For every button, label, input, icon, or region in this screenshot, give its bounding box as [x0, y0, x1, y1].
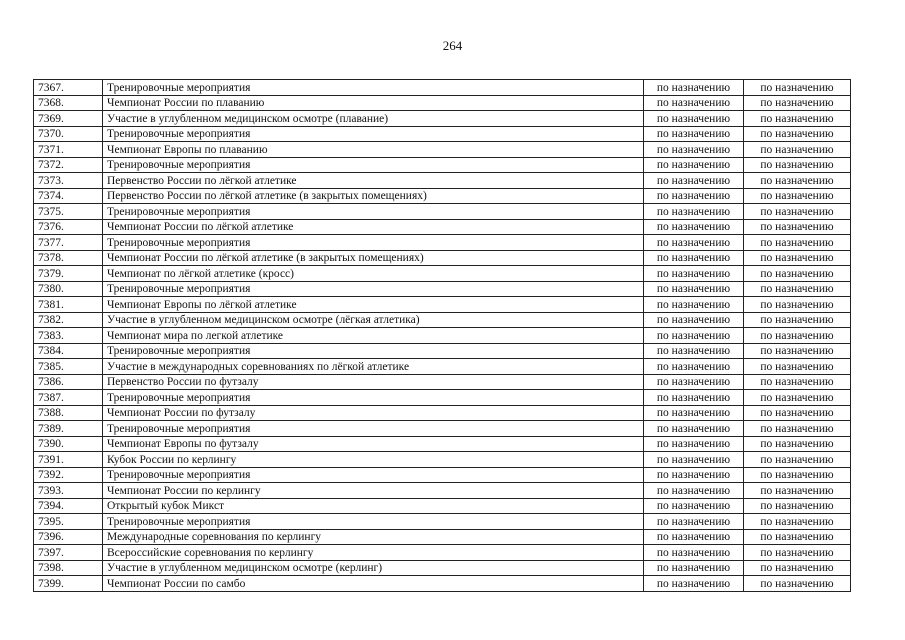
table-row [34, 95, 851, 111]
table-row [34, 157, 851, 173]
table-row [34, 126, 851, 142]
table-row [34, 483, 851, 499]
row-number-cell: 7399. [34, 576, 103, 592]
table-row [34, 235, 851, 251]
row-number-cell: 7378. [34, 250, 103, 266]
row-number-cell: 7395. [34, 514, 103, 530]
table-row [34, 312, 851, 328]
event-name-cell: Тренировочные мероприятия [103, 343, 644, 359]
row-number-cell: 7387. [34, 390, 103, 406]
assignment-cell-b: по назначению [744, 111, 851, 127]
table-row [34, 173, 851, 189]
row-number-cell: 7389. [34, 421, 103, 437]
event-name-cell: Участие в международных соревнованиях по лёгкой атлетике [103, 359, 644, 375]
event-name-cell: Чемпионат России по лёгкой атлетике [103, 219, 644, 235]
assignment-cell-b: по назначению [744, 204, 851, 220]
assignment-cell-b: по назначению [744, 545, 851, 561]
row-number-cell: 7391. [34, 452, 103, 468]
row-number-cell: 7385. [34, 359, 103, 375]
row-number-cell: 7377. [34, 235, 103, 251]
assignment-cell-b: по назначению [744, 514, 851, 530]
event-name-cell: Чемпионат Европы по футзалу [103, 436, 644, 452]
assignment-cell-b: по назначению [744, 359, 851, 375]
assignment-cell-a: по назначению [644, 545, 744, 561]
event-name-cell: Тренировочные мероприятия [103, 281, 644, 297]
table-row [34, 80, 851, 96]
assignment-cell-b: по назначению [744, 266, 851, 282]
event-name-cell: Первенство России по футзалу [103, 374, 644, 390]
row-number-cell: 7383. [34, 328, 103, 344]
assignment-cell-b: по назначению [744, 390, 851, 406]
assignment-cell-b: по назначению [744, 467, 851, 483]
table-row [34, 436, 851, 452]
row-number-cell: 7386. [34, 374, 103, 390]
event-name-cell: Тренировочные мероприятия [103, 235, 644, 251]
assignment-cell-a: по назначению [644, 514, 744, 530]
row-number-cell: 7393. [34, 483, 103, 499]
assignment-cell-b: по назначению [744, 312, 851, 328]
assignment-cell-a: по назначению [644, 359, 744, 375]
table-row [34, 359, 851, 375]
assignment-cell-b: по назначению [744, 498, 851, 514]
event-name-cell: Тренировочные мероприятия [103, 390, 644, 406]
assignment-cell-a: по назначению [644, 281, 744, 297]
assignment-cell-a: по назначению [644, 560, 744, 576]
assignment-cell-b: по назначению [744, 250, 851, 266]
row-number-cell: 7372. [34, 157, 103, 173]
event-name-cell: Тренировочные мероприятия [103, 514, 644, 530]
event-name-cell: Тренировочные мероприятия [103, 126, 644, 142]
event-name-cell: Чемпионат мира по легкой атлетике [103, 328, 644, 344]
assignment-cell-b: по назначению [744, 80, 851, 96]
assignment-cell-b: по назначению [744, 405, 851, 421]
assignment-cell-a: по назначению [644, 188, 744, 204]
table-row [34, 545, 851, 561]
table-row [34, 405, 851, 421]
row-number-cell: 7394. [34, 498, 103, 514]
table-row [34, 452, 851, 468]
event-name-cell: Участие в углубленном медицинском осмотре (керлинг) [103, 560, 644, 576]
assignment-cell-b: по назначению [744, 188, 851, 204]
event-name-cell: Чемпионат России по плаванию [103, 95, 644, 111]
event-name-cell: Участие в углубленном медицинском осмотре (лёгкая атлетика) [103, 312, 644, 328]
assignment-cell-b: по назначению [744, 142, 851, 158]
assignment-cell-b: по назначению [744, 95, 851, 111]
assignment-cell-a: по назначению [644, 95, 744, 111]
table-row [34, 374, 851, 390]
event-name-cell: Всероссийские соревнования по керлингу [103, 545, 644, 561]
row-number-cell: 7371. [34, 142, 103, 158]
table-row [34, 250, 851, 266]
event-name-cell: Чемпионат Европы по лёгкой атлетике [103, 297, 644, 313]
assignment-cell-a: по назначению [644, 219, 744, 235]
row-number-cell: 7380. [34, 281, 103, 297]
events-table [33, 79, 851, 592]
assignment-cell-a: по назначению [644, 467, 744, 483]
row-number-cell: 7397. [34, 545, 103, 561]
assignment-cell-b: по назначению [744, 483, 851, 499]
assignment-cell-b: по назначению [744, 219, 851, 235]
assignment-cell-a: по назначению [644, 436, 744, 452]
event-name-cell: Чемпионат России по самбо [103, 576, 644, 592]
table-row [34, 204, 851, 220]
assignment-cell-b: по назначению [744, 452, 851, 468]
assignment-cell-a: по назначению [644, 343, 744, 359]
assignment-cell-a: по назначению [644, 204, 744, 220]
assignment-cell-a: по назначению [644, 111, 744, 127]
assignment-cell-b: по назначению [744, 157, 851, 173]
assignment-cell-a: по назначению [644, 328, 744, 344]
table-row [34, 560, 851, 576]
assignment-cell-a: по назначению [644, 312, 744, 328]
assignment-cell-a: по назначению [644, 452, 744, 468]
row-number-cell: 7384. [34, 343, 103, 359]
row-number-cell: 7396. [34, 529, 103, 545]
row-number-cell: 7381. [34, 297, 103, 313]
row-number-cell: 7375. [34, 204, 103, 220]
row-number-cell: 7382. [34, 312, 103, 328]
event-name-cell: Тренировочные мероприятия [103, 467, 644, 483]
row-number-cell: 7369. [34, 111, 103, 127]
table-row [34, 281, 851, 297]
events-table-body [34, 80, 851, 592]
event-name-cell: Участие в углубленном медицинском осмотре (плавание) [103, 111, 644, 127]
table-row [34, 343, 851, 359]
assignment-cell-b: по назначению [744, 576, 851, 592]
event-name-cell: Чемпионат Европы по плаванию [103, 142, 644, 158]
assignment-cell-b: по назначению [744, 343, 851, 359]
assignment-cell-b: по назначению [744, 281, 851, 297]
assignment-cell-a: по назначению [644, 250, 744, 266]
table-row [34, 390, 851, 406]
event-name-cell: Чемпионат России по футзалу [103, 405, 644, 421]
table-row [34, 576, 851, 592]
assignment-cell-b: по назначению [744, 374, 851, 390]
table-row [34, 266, 851, 282]
event-name-cell: Первенство России по лёгкой атлетике (в закрытых помещениях) [103, 188, 644, 204]
assignment-cell-a: по назначению [644, 390, 744, 406]
table-row [34, 328, 851, 344]
assignment-cell-a: по назначению [644, 235, 744, 251]
assignment-cell-b: по назначению [744, 560, 851, 576]
row-number-cell: 7379. [34, 266, 103, 282]
assignment-cell-a: по назначению [644, 266, 744, 282]
assignment-cell-a: по назначению [644, 173, 744, 189]
row-number-cell: 7390. [34, 436, 103, 452]
assignment-cell-a: по назначению [644, 529, 744, 545]
assignment-cell-b: по назначению [744, 436, 851, 452]
assignment-cell-a: по назначению [644, 80, 744, 96]
event-name-cell: Международные соревнования по керлингу [103, 529, 644, 545]
page-number: 264 [442, 38, 463, 53]
assignment-cell-a: по назначению [644, 142, 744, 158]
assignment-cell-b: по назначению [744, 235, 851, 251]
table-row [34, 219, 851, 235]
assignment-cell-a: по назначению [644, 576, 744, 592]
table-row [34, 142, 851, 158]
event-name-cell: Тренировочные мероприятия [103, 204, 644, 220]
table-row [34, 498, 851, 514]
assignment-cell-a: по назначению [644, 157, 744, 173]
assignment-cell-a: по назначению [644, 483, 744, 499]
row-number-cell: 7368. [34, 95, 103, 111]
assignment-cell-a: по назначению [644, 421, 744, 437]
row-number-cell: 7392. [34, 467, 103, 483]
row-number-cell: 7374. [34, 188, 103, 204]
event-name-cell: Чемпионат России по лёгкой атлетике (в закрытых помещениях) [103, 250, 644, 266]
assignment-cell-a: по назначению [644, 297, 744, 313]
assignment-cell-b: по назначению [744, 126, 851, 142]
assignment-cell-b: по назначению [744, 297, 851, 313]
assignment-cell-a: по назначению [644, 374, 744, 390]
event-name-cell: Тренировочные мероприятия [103, 80, 644, 96]
table-row [34, 297, 851, 313]
table-row [34, 421, 851, 437]
row-number-cell: 7376. [34, 219, 103, 235]
table-row [34, 467, 851, 483]
assignment-cell-b: по назначению [744, 421, 851, 437]
event-name-cell: Кубок России по керлингу [103, 452, 644, 468]
assignment-cell-b: по назначению [744, 173, 851, 189]
table-row [34, 111, 851, 127]
row-number-cell: 7367. [34, 80, 103, 96]
row-number-cell: 7398. [34, 560, 103, 576]
assignment-cell-a: по назначению [644, 498, 744, 514]
event-name-cell: Чемпионат России по керлингу [103, 483, 644, 499]
row-number-cell: 7370. [34, 126, 103, 142]
row-number-cell: 7373. [34, 173, 103, 189]
table-row [34, 529, 851, 545]
row-number-cell: 7388. [34, 405, 103, 421]
table-row [34, 188, 851, 204]
assignment-cell-b: по назначению [744, 529, 851, 545]
event-name-cell: Открытый кубок Микст [103, 498, 644, 514]
event-name-cell: Тренировочные мероприятия [103, 157, 644, 173]
event-name-cell: Тренировочные мероприятия [103, 421, 644, 437]
event-name-cell: Чемпионат по лёгкой атлетике (кросс) [103, 266, 644, 282]
assignment-cell-b: по назначению [744, 328, 851, 344]
event-name-cell: Первенство России по лёгкой атлетике [103, 173, 644, 189]
assignment-cell-a: по назначению [644, 405, 744, 421]
table-row [34, 514, 851, 530]
assignment-cell-a: по назначению [644, 126, 744, 142]
